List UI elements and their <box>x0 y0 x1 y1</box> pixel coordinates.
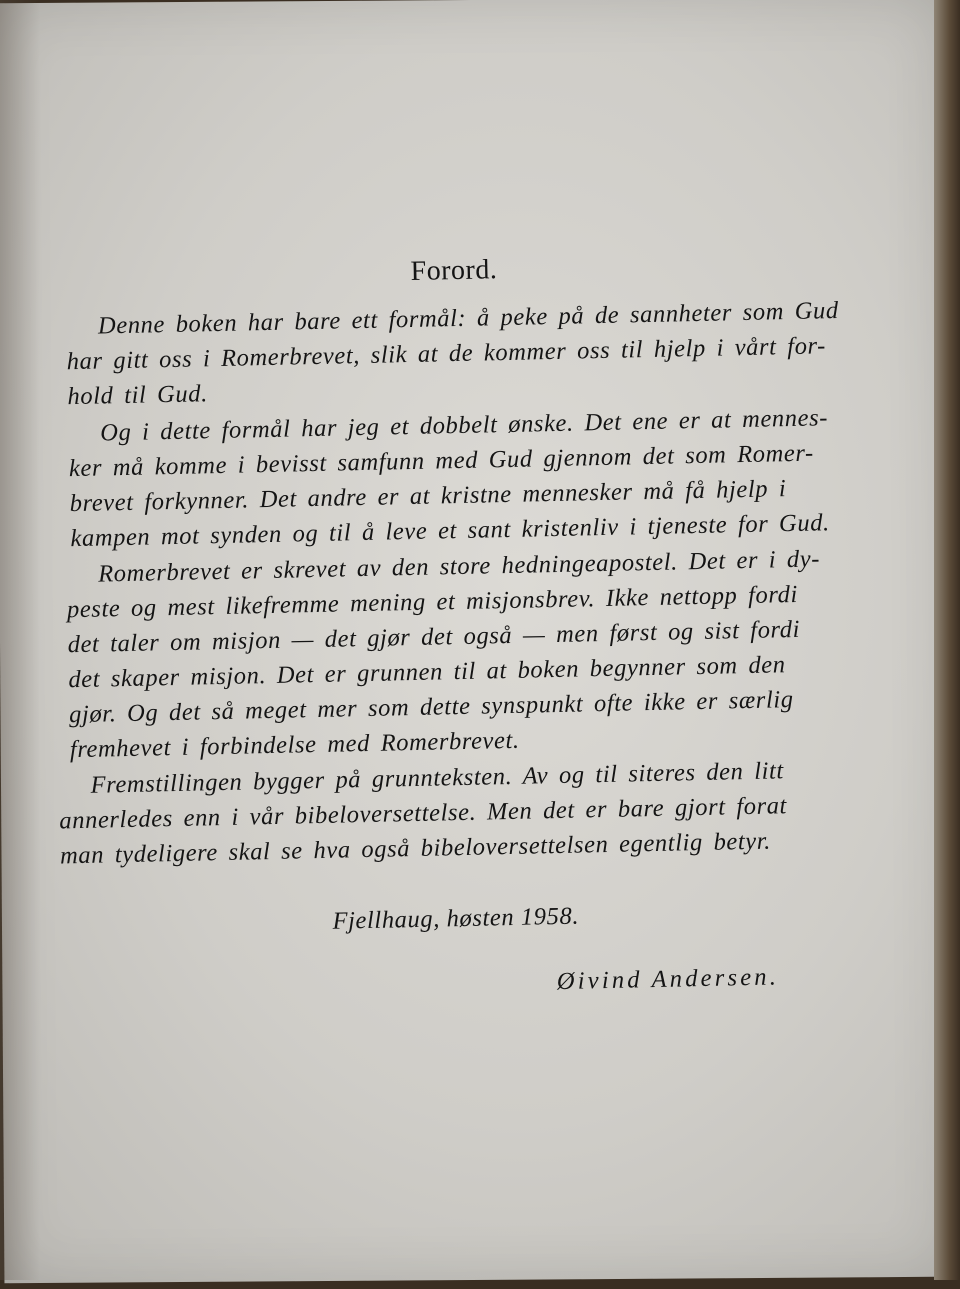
paragraph-3-line-2: peste og mest likefremme mening et misjonsbrev. Ikke nettopp fordi <box>66 580 799 624</box>
paragraph-3-line-4: det skaper misjon. Det er grunnen til at boken begynner som den <box>68 651 786 694</box>
paragraph-4-line-1: Fremstillingen bygger på grunnteksten. Av og til siteres den litt <box>90 757 785 799</box>
author-signature: Øivind Andersen. <box>556 963 780 996</box>
paragraph-1-line-3: hold til Gud. <box>67 380 209 411</box>
paragraph-1-line-2: har gitt oss i Romerbrevet, slik at de kommer oss til hjelp i vårt for- <box>66 332 827 376</box>
paragraph-3-line-5: gjør. Og det så meget mer som dette synspunkt ofte ikke er særlig <box>68 686 794 729</box>
paragraph-3-line-1: Romerbrevet er skrevet av den store hedningeapostel. Det er i dy- <box>97 545 821 588</box>
paragraph-2-line-1: Og i dette formål har jeg et dobbelt ønske. Det ene er at mennes- <box>99 404 829 447</box>
paragraph-2-line-3: brevet forkynner. Det andre er at kristne mennesker må få hjelp i <box>69 475 787 518</box>
paragraph-4-line-2: annerledes enn i vår bibeloversettelse. Men det er bare gjort forat <box>59 792 788 835</box>
paragraph-2-line-2: ker må komme i bevisst samfunn med Gud gjennom det som Romer- <box>68 439 815 483</box>
paragraph-1-line-1: Denne boken har bare ett formål: å peke på de sannheter som Gud <box>97 297 839 340</box>
page-title: Forord. <box>410 254 498 287</box>
paragraph-2-line-4: kampen mot synden og til å leve et sant kristenliv i tjeneste for Gud. <box>70 509 831 553</box>
paragraph-4-line-3: man tydeligere skal se hva også bibeloversettelsen egentlig betyr. <box>59 827 772 870</box>
paragraph-3-line-6: fremhevet i forbindelse med Romerbrevet. <box>69 726 520 764</box>
paragraph-3-line-3: det taler om misjon — det gjør det også — men først og sist fordi <box>67 615 801 659</box>
place-and-date: Fjellhaug, høsten 1958. <box>332 902 580 935</box>
